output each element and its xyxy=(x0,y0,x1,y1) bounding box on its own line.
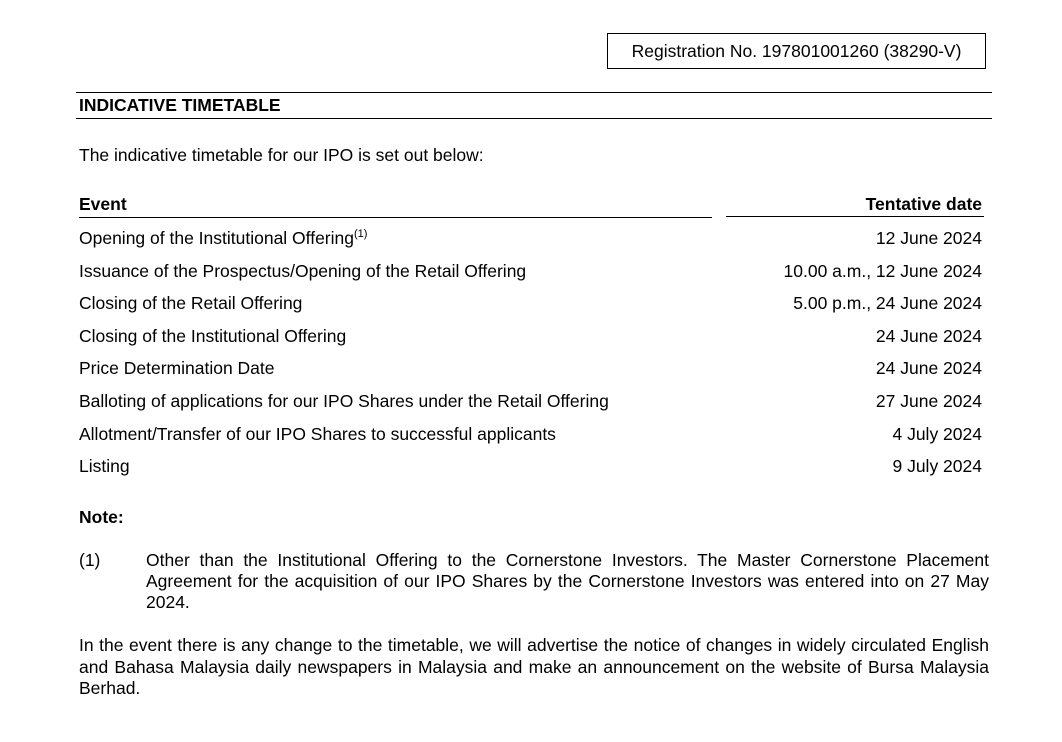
date-cell: 5.00 p.m., 24 June 2024 xyxy=(793,293,982,314)
date-cell: 10.00 a.m., 12 June 2024 xyxy=(783,260,982,281)
event-cell: Listing xyxy=(79,456,130,477)
event-cell: Closing of the Institutional Offering xyxy=(79,325,347,346)
registration-number-box xyxy=(607,33,986,69)
date-cell: 24 June 2024 xyxy=(875,358,982,379)
section-title: INDICATIVE TIMETABLE xyxy=(76,92,992,119)
table-row xyxy=(79,293,982,326)
event-cell: Issuance of the Prospectus/Opening of the Retail Offering xyxy=(79,260,527,281)
event-cell xyxy=(79,228,367,249)
table-row xyxy=(79,326,982,359)
date-cell: 4 July 2024 xyxy=(892,423,982,444)
note-label: Note: xyxy=(79,507,124,527)
table-header-date: Tentative date xyxy=(726,194,984,217)
closing-paragraph: In the event there is any change to the timetable, we will advertise the notice of changes in widely circulated English and Bahasa Malaysia daily newspapers in Malaysia and make an announcement on the website of Bursa Malaysia Berhad. xyxy=(79,635,989,698)
footnote-number: (1) xyxy=(79,550,101,570)
intro-text: The indicative timetable for our IPO is set out below: xyxy=(79,145,484,165)
table-header-event: Event xyxy=(79,194,712,218)
table-row xyxy=(79,261,982,294)
event-cell: Allotment/Transfer of our IPO Shares to successful applicants xyxy=(79,423,556,444)
event-cell: Price Determination Date xyxy=(79,358,275,379)
date-cell: 9 July 2024 xyxy=(892,456,982,477)
registration-number: Registration No. 197801001260 (38290-V) xyxy=(631,40,962,61)
table-row xyxy=(79,358,982,391)
table-row xyxy=(79,424,982,457)
date-cell: 27 June 2024 xyxy=(875,390,982,411)
footnote-text: Other than the Institutional Offering to the Cornerstone Investors. The Master Cornerstone Placement Agreement for the acquisition of our IPO Shares by the Cornerstone Investors was entered into on 27 May 2024. xyxy=(146,550,989,612)
date-cell: 24 June 2024 xyxy=(875,325,982,346)
table-row xyxy=(79,456,982,489)
footnote-ref: (1) xyxy=(354,228,368,240)
table-row xyxy=(79,391,982,424)
event-cell: Closing of the Retail Offering xyxy=(79,293,303,314)
table-row xyxy=(79,228,982,261)
event-text: Opening of the Institutional Offering xyxy=(79,228,354,248)
timetable-rows xyxy=(79,228,982,489)
event-cell: Balloting of applications for our IPO Shares under the Retail Offering xyxy=(79,390,609,411)
date-cell: 12 June 2024 xyxy=(875,228,982,248)
